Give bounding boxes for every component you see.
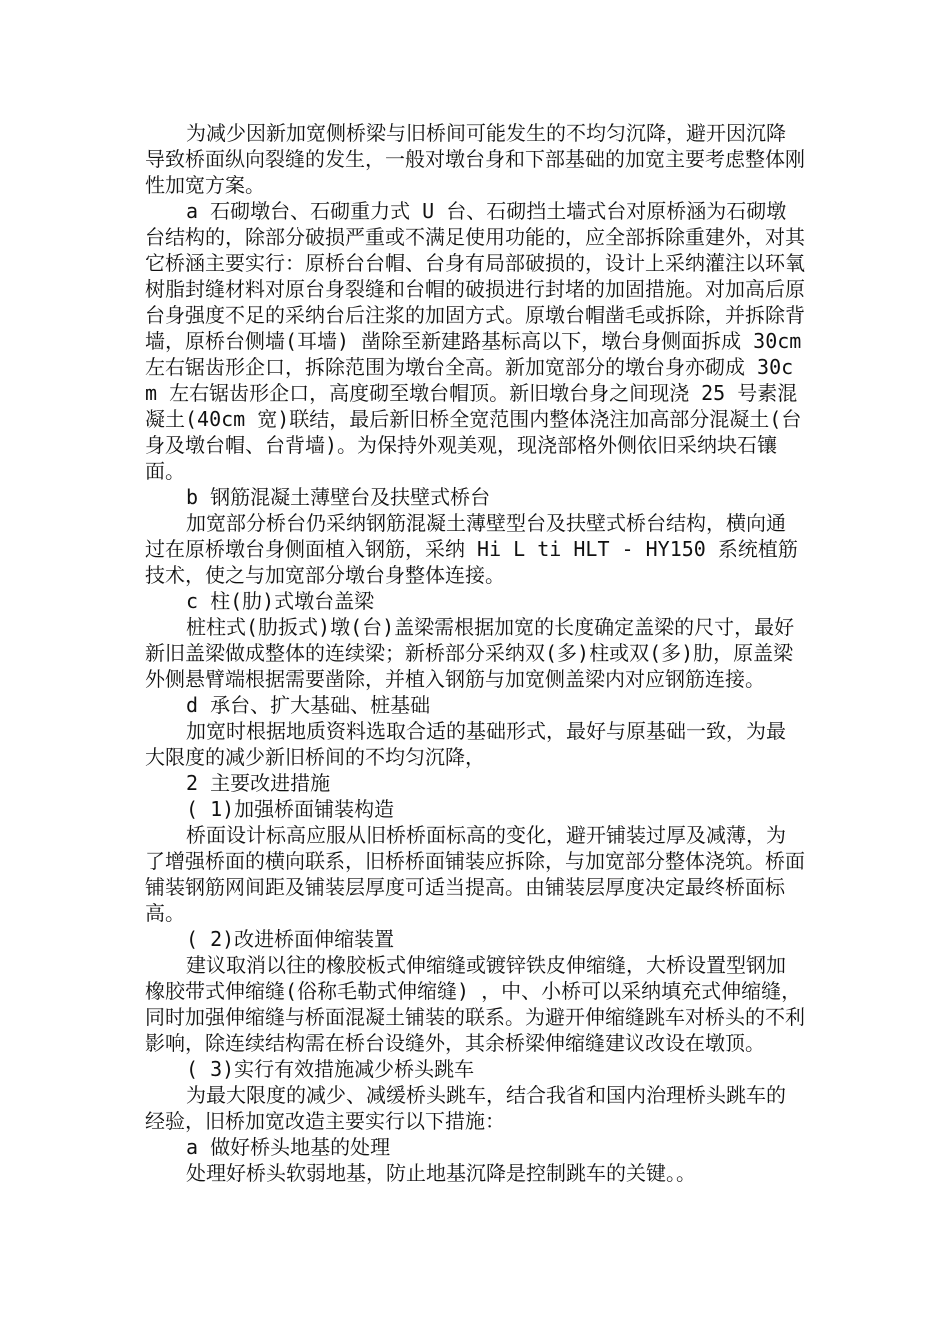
heading-a-foundation-treatment: a 做好桥头地基的处理 — [186, 1135, 391, 1159]
paragraph-foundation-treatment: 处理好桥头软弱地基，防止地基沉降是控制跳车的关键。。 — [186, 1161, 696, 1185]
subheading-1: ( 1)加强桥面铺装构造 — [186, 797, 395, 821]
paragraph-c-column-cap-beam: 桩柱式(肋扳式)墩(台)盖梁需根据加宽的长度确定盖梁的尺寸，最好新旧盖梁做成整体的连续梁；新桥部分采纳双(多)柱或双(多)肋，原盖梁外侧悬臂端根据需要凿除，并植入钢筋与加宽侧盖梁内对应钢筋连接。 — [145, 615, 795, 691]
document-body — [145, 120, 814, 1186]
paragraph-intro: 为减少因新加宽侧桥梁与旧桥间可能发生的不均匀沉降，避开因沉降导致桥面纵向裂缝的发生，一般对墩台身和下部基础的加宽主要考虑整体刚性加宽方案。 — [145, 121, 805, 197]
subheading-2: ( 2)改进桥面伸缩装置 — [186, 927, 395, 951]
heading-b-thin-wall-abutment: b 钢筋混凝土薄壁台及扶壁式桥台 — [186, 485, 491, 509]
heading-c-column-cap-beam: c 柱(肋)式墩台盖梁 — [186, 589, 375, 613]
paragraph-a-stone-piers: a 石砌墩台、石砌重力式 U 台、石砌挡土墙式台对原桥涵为石砌墩台结构的，除部分破损严重或不满足使用功能的，应全部拆除重建外，对其它桥涵主要实行：原桥台台帽、台身有局部破损的，设计上采纳灌注以环氧树脂封缝材料对原台身裂缝和台帽的破损进行封堵的加固措施。对加高后原台身强度不足的采纳台后注浆的加固方式。原墩台帽凿毛或拆除，并拆除背墙，原桥台侧墙(耳墙) 凿除至新建路基标高以下，墩台身侧面拆成 30cm 左右锯齿形企口，拆除范围为墩台全高。新加宽部分的墩台身亦砌成 30cm 左右锯齿形企口，高度砌至墩台帽顶。新旧墩台身之间现浇 25 号素混凝土(40cm 宽)联结，最后新旧桥全宽范围内整体浇注加高部分混凝土(台身及墩台帽、台背墙)。为保持外观美观，现浇部格外侧依旧采纳块石镶面。 — [145, 199, 814, 483]
subheading-3: ( 3)实行有效措施减少桥头跳车 — [186, 1057, 475, 1081]
paragraph-b-thin-wall-abutment: 加宽部分桥台仍采纳钢筋混凝土薄壁型台及扶壁式桥台结构，横向通过在原桥墩台身侧面植入钢筋，采纳 Hi L ti HLT - HY150 系统植筋技术，使之与加宽部分墩台身整体连接。 — [145, 511, 798, 587]
heading-d-foundations: d 承台、扩大基础、桩基础 — [186, 693, 431, 717]
paragraph-d-foundations: 加宽时根据地质资料选取合适的基础形式，最好与原基础一致，为最大限度的减少新旧桥间的不均匀沉降， — [145, 719, 786, 769]
paragraph-deck-pavement: 桥面设计标高应服从旧桥桥面标高的变化，避开铺装过厚及减薄，为了增强桥面的横向联系，旧桥桥面铺装应拆除，与加宽部分整体浇筑。桥面铺装钢筋网间距及铺装层厚度可适当提高。由铺装层厚度决定最终桥面标高。 — [145, 823, 805, 925]
paragraph-expansion-joint: 建议取消以往的橡胶板式伸缩缝或镀锌铁皮伸缩缝，大桥设置型钢加橡胶带式伸缩缝(俗称毛勒式伸缩缝) ，中、小桥可以采纳填充式伸缩缝，同时加强伸缩缝与桥面混凝土铺装的联系。为避开伸缩缝跳车对桥头的不利影响，除连续结构需在桥台设缝外，其余桥梁伸缩缝建议改设在墩顶。 — [145, 953, 805, 1055]
section-heading-2: 2 主要改进措施 — [186, 771, 331, 795]
paragraph-bridge-head-bump: 为最大限度的减少、减缓桥头跳车，结合我省和国内治理桥头跳车的经验，旧桥加宽改造主要实行以下措施： — [145, 1083, 786, 1133]
